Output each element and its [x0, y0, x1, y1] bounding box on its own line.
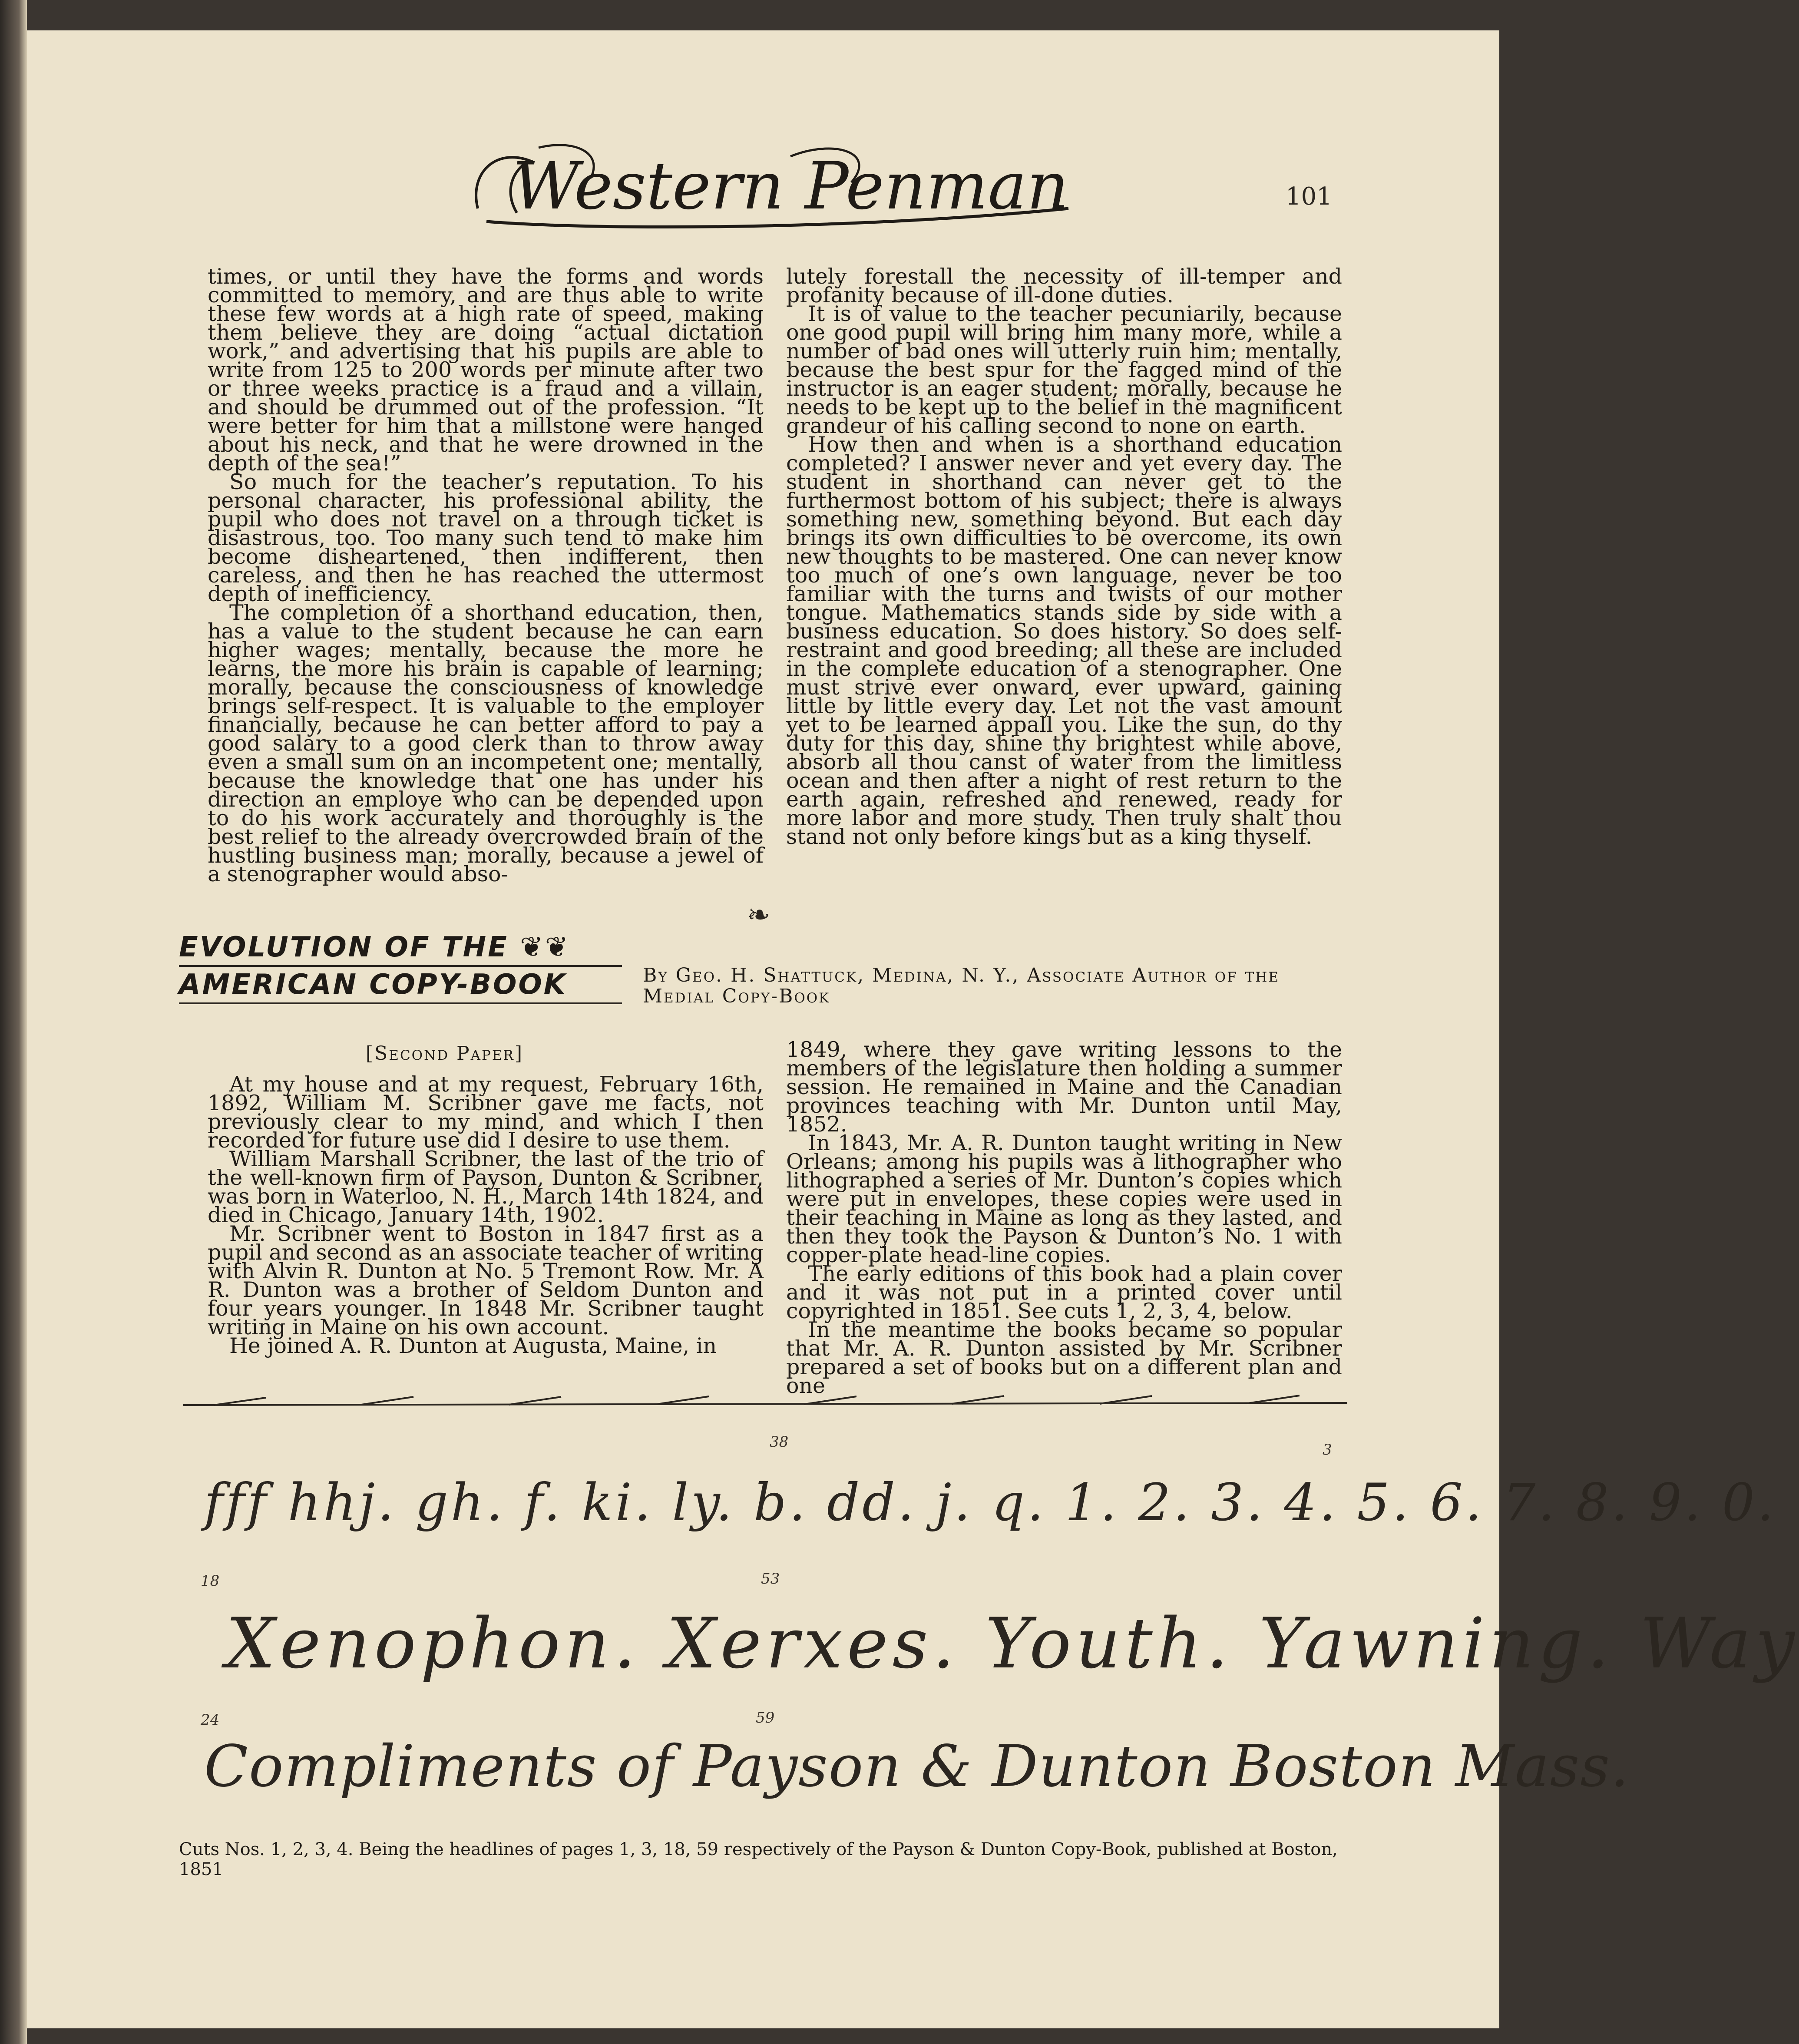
top-left-column [208, 264, 764, 886]
script-specimen-line: fff hhj. gh. f. ki. ly. b. dd. j. q. 1. 2. 3. 4. 5. 6. 7. 8. 9. 0. [204, 1472, 1776, 1532]
cut-number: 38 [770, 1433, 789, 1451]
paragraph: He joined A. R. Dunton at Augusta, Maine, in [229, 1333, 717, 1358]
cut-number: 24 [201, 1711, 220, 1729]
paragraph: times, or until they have the forms and words committed to memory, and are thus able to write these few words at a high rate of speed, making them believe they are doing “actual dictation work,” and advertising that his pupils are able to write from 125 to 200 words per minute after two or three weeks practice is a fraud and a villain, and should be drummed out of the profession. “It were better for him that a millstone were hanged about his neck, and that he were drowned in the depth of the sea!” [208, 264, 764, 476]
paragraph: Mr. Scribner went to Boston in 1847 first as a pupil and second as an associate teacher of writing with Alvin R. Dunton at No. 5 Tremont Row. Mr. A R. Dunton was a brother of Seldom Dunton and four years younger. In 1848 Mr. Scribner taught writing in Maine on his own account. [208, 1221, 764, 1340]
paragraph: How then and when is a shorthand education completed? I answer never and yet every day. The student in shorthand can never get to the furthermost bottom of his subject; there is always something new, something beyond. But each day brings its own difficulties to be overcome, its own new thoughts to be mastered. One can never know too much of one’s own language, never be too familiar with the turns and twists of our mother tongue. Mathematics stands side by side with a business education. So does history. So does self-restraint and good breeding; all these are included in the complete education of a stenographer. One must strive ever onward, ever upward, gaining little by little every day. Let not the vast amount yet to be learned appall you. Like the sun, do thy duty for this day, shine thy brightest while above, absorb all thou canst of water from the limitless ocean and then after a night of rest return to the earth again, refreshed and renewed, ready for more labor and more study. Then truly shalt thou stand not only before kings but as a king thyself. [786, 432, 1342, 849]
cut-number: 3 [1323, 1441, 1332, 1459]
article-subhead: [Second Paper] [366, 1042, 524, 1065]
article-title-line-2: AMERICAN COPY-BOOK [179, 967, 622, 1004]
cut-number: 18 [201, 1572, 220, 1590]
paragraph: In 1843, Mr. A. R. Dunton taught writing in New Orleans; among his pupils was a lithographer who lithographed a series of Mr. Dunton’s copies which were put in envelopes, these copies were used in their teaching in Maine as long as they lasted, and then they took the Payson & Dunton’s No. 1 with copper-plate head-line copies. [786, 1131, 1342, 1267]
flourish-rule [179, 1390, 1352, 1416]
article-byline: By Geo. H. Shattuck, Medina, N. Y., Associate Author of the Medial Copy-Book [643, 964, 1280, 1007]
paragraph: William Marshall Scribner, the last of the trio of the well-known firm of Payson, Dunton & Scribner, was born in Waterloo, N. H., March 14th 1824, and died in Chicago, January 14th, 1902. [208, 1147, 764, 1227]
paragraph: The early editions of this book had a plain cover and it was not put in a printed cover until copyrighted in 1851. See cuts 1, 2, 3, 4, below. [786, 1261, 1342, 1323]
paragraph: In the meantime the books became so popular that Mr. A. R. Dunton assisted by Mr. Scribner prepared a set of books but on a different plan and one [786, 1317, 1342, 1398]
top-right-column [786, 264, 1342, 849]
page-number: 101 [1286, 182, 1332, 211]
paragraph: 1849, where they gave writing lessons to the members of the legislature then holding a summer session. He remained in Maine and the Canadian provinces teaching with Mr. Dunton until May, 1852. [786, 1037, 1342, 1137]
bottom-right-column [786, 1037, 1342, 1398]
article-title-line-1: EVOLUTION OF THE ❦❦ [179, 929, 622, 967]
cut-number: 59 [756, 1709, 775, 1726]
fleuron-ornament-icon: ❧ [747, 899, 771, 931]
masthead-logo [460, 122, 1095, 252]
masthead-text: Western Penman [513, 149, 1069, 224]
article-title [179, 929, 622, 1004]
script-specimen-line: Compliments of Payson & Dunton Boston Mass. [204, 1733, 1630, 1800]
paragraph: So much for the teacher’s reputation. To his personal character, his professional ability, the pupil who does not travel on a through ticket is disastrous, too. Too many such tend to make him become disheartened, then indifferent, then careless, and then he has reached the uttermost depth of inefficiency. [208, 470, 764, 606]
paragraph: It is of value to the teacher pecuniarily, because one good pupil will bring him many more, while a number of bad ones will utterly ruin him; mentally, because the best spur for the fagged mind of the instructor is an eager student; morally, because he needs to be kept up to the belief in the magnificent grandeur of his calling second to none on earth. [786, 301, 1342, 438]
bottom-left-column [208, 1072, 764, 1358]
figure-caption: Cuts Nos. 1, 2, 3, 4. Being the headlines of pages 1, 3, 18, 59 respectively of the Payson & Dunton Copy-Book, published at Boston, 1851 [179, 1839, 1338, 1879]
script-specimen-line: Xenophon. Xerxes. Youth. Yawning. Way [226, 1603, 1799, 1684]
fleuron-pair-icon: ❦❦ [520, 931, 570, 963]
cut-number: 53 [761, 1570, 780, 1588]
paragraph: At my house and at my request, February 16th, 1892, William M. Scribner gave me facts, not previously clear to my mind, and which I then recorded for future use did I desire to use them. [208, 1072, 764, 1153]
paragraph: The completion of a shorthand education, then, has a value to the student because he can earn higher wages; mentally, because the more he learns, the more his brain is capable of learning; morally, because the consciousness of knowledge brings self-respect. It is valuable to the employer financially, because he can better afford to pay a good salary to a good clerk than to throw away even a small sum on an incompetent one; mentally, because the knowledge that one has under his direction an employe who can be depended upon to do his work accurately and thoroughly is the best relief to the already overcrowded brain of the hustling business man; morally, because a jewel of a stenographer would abso- [208, 600, 764, 886]
book-binding-edge [0, 0, 27, 2044]
paragraph: lutely forestall the necessity of ill-temper and profanity because of ill-done duties. [786, 264, 1342, 308]
